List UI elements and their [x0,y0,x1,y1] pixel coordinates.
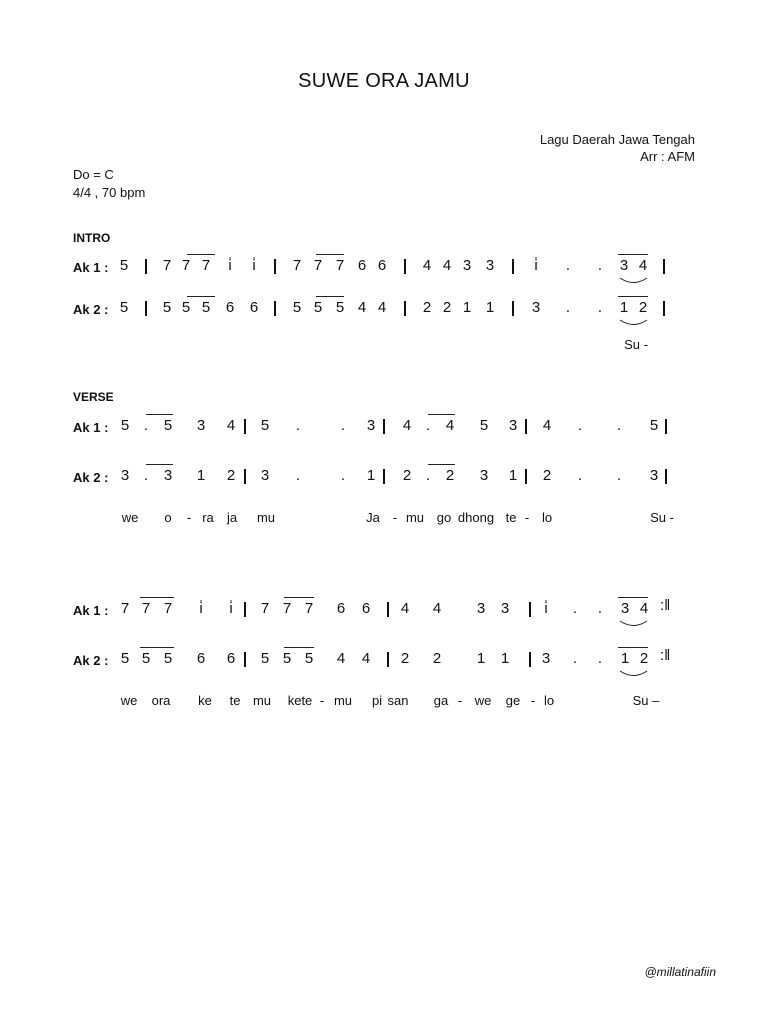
lyric-syllable: te [229,693,241,708]
lyric-syllable: ja [226,510,238,525]
section-intro: INTRO [73,231,111,245]
beam-line [316,254,344,255]
barline [387,602,389,617]
barline [404,259,406,274]
part-label: Ak 2 : [73,653,109,668]
barline [244,652,246,667]
note: . [295,467,301,484]
note: 1 [620,650,630,667]
repeat-sign: :‖ [660,597,671,614]
arranger: Arr : AFM [640,149,695,164]
lyric-syllable: we [474,693,492,708]
barline [665,419,667,434]
barline [244,602,246,617]
barline [525,419,527,434]
lyric-syllable: kete [287,693,313,708]
note: 5 [292,299,302,316]
note: 3 [620,600,630,617]
note: . [572,600,578,617]
note: 1 [485,299,495,316]
lyric-syllable: - [186,510,192,525]
note: . [597,650,603,667]
note: 5 [141,650,151,667]
note: 4 [377,299,387,316]
beam-line [284,597,314,598]
beam-line [618,254,648,255]
note: . [572,650,578,667]
lyric-syllable: - [524,510,530,525]
note: 2 [445,467,455,484]
barline [663,259,665,274]
lyric-syllable: ga [433,693,449,708]
barline [145,301,147,316]
note: 3 [649,467,659,484]
lyric-syllable: - [530,693,536,708]
meter-tempo: 4/4 , 70 bpm [73,185,146,200]
note: 1 [619,299,629,316]
note: 3 [366,417,376,434]
note: i̇ [229,600,233,617]
note: 4 [639,600,649,617]
beam-line [618,647,648,648]
note: 2 [639,650,649,667]
note: 2 [542,467,552,484]
note: 5 [335,299,345,316]
lyric-syllable: dhong [457,510,495,525]
note: 3 [163,467,173,484]
note: i̇ [199,600,203,617]
lyric-syllable: mu [256,510,276,525]
beam-line [428,464,455,465]
note: 5 [201,299,211,316]
note: 7 [282,600,292,617]
note: 4 [422,257,432,274]
note: 2 [402,467,412,484]
part-label: Ak 2 : [73,302,109,317]
note: . [425,467,431,484]
barline [244,469,246,484]
note: 5 [181,299,191,316]
note: 5 [119,299,129,316]
lyric-syllable: lo [543,693,555,708]
note: i̇ [534,257,538,274]
note: 5 [313,299,323,316]
slur-mark [619,319,648,329]
note: 5 [260,417,270,434]
lyric-syllable: ke [198,693,212,708]
note: 4 [442,257,452,274]
note: . [616,467,622,484]
slur-mark [619,277,648,287]
note: 7 [292,257,302,274]
slur-mark [619,670,648,680]
note: . [616,417,622,434]
lyric-syllable: - [392,510,398,525]
lyric-syllable: go [436,510,452,525]
note: 6 [377,257,387,274]
note: 5 [120,417,130,434]
barline [404,301,406,316]
note: 1 [366,467,376,484]
lyric-syllable: mu [405,510,425,525]
note: 3 [531,299,541,316]
barline [383,419,385,434]
note: 4 [638,257,648,274]
note: 7 [120,600,130,617]
note: . [425,417,431,434]
barline [145,259,147,274]
note: . [565,257,571,274]
barline [387,652,389,667]
note: 6 [361,600,371,617]
note: 5 [163,650,173,667]
note: 6 [196,650,206,667]
note: 7 [201,257,211,274]
beam-line [187,254,215,255]
song-title: SUWE ORA JAMU [298,70,470,92]
lyric-syllable: - [457,693,463,708]
note: 1 [500,650,510,667]
part-label: Ak 2 : [73,470,109,485]
barline [525,469,527,484]
lyric-syllable: ora [151,693,171,708]
note: i̇ [228,257,232,274]
note: 6 [226,650,236,667]
lyric-syllable: Ja [366,510,380,525]
note: 3 [462,257,472,274]
part-label: Ak 1 : [73,420,109,435]
note: 4 [400,600,410,617]
note: . [597,299,603,316]
note: 2 [422,299,432,316]
note: 2 [432,650,442,667]
beam-line [618,296,648,297]
note: 3 [196,417,206,434]
note: 5 [282,650,292,667]
beam-line [316,296,344,297]
lyric-syllable: Su - [624,337,648,352]
lyric-syllable: we [120,693,138,708]
note: 4 [445,417,455,434]
note: 4 [357,299,367,316]
lyric-syllable: o [164,510,172,525]
note: 5 [162,299,172,316]
note: . [597,257,603,274]
lyric-syllable: te [505,510,517,525]
note: 3 [260,467,270,484]
note: 7 [313,257,323,274]
note: 1 [462,299,472,316]
note: 7 [260,600,270,617]
note: 7 [181,257,191,274]
beam-line [428,414,455,415]
note: . [597,600,603,617]
barline [244,419,246,434]
note: 4 [432,600,442,617]
barline [512,259,514,274]
lyric-syllable: mu [333,693,353,708]
note: 2 [400,650,410,667]
note: 5 [479,417,489,434]
note: 3 [500,600,510,617]
note: 6 [336,600,346,617]
lyric-syllable: san [387,693,409,708]
note: 7 [304,600,314,617]
note: 1 [508,467,518,484]
note: 3 [120,467,130,484]
beam-line [284,647,314,648]
credit-handle: @millatinafiin [644,965,716,979]
barline [512,301,514,316]
key-signature: Do = C [73,167,114,182]
note: 3 [541,650,551,667]
beam-line [187,296,215,297]
note: 3 [619,257,629,274]
song-origin: Lagu Daerah Jawa Tengah [539,132,695,147]
lyric-syllable: lo [541,510,553,525]
note: 3 [485,257,495,274]
beam-line [146,414,173,415]
note: . [565,299,571,316]
note: . [577,467,583,484]
lyric-syllable: mu [252,693,272,708]
note: i̇ [252,257,256,274]
barline [665,469,667,484]
note: . [143,417,149,434]
note: 5 [119,257,129,274]
repeat-sign: :‖ [660,647,671,664]
note: i̇ [544,600,548,617]
note: 5 [304,650,314,667]
note: 4 [542,417,552,434]
lyric-syllable: ra [202,510,214,525]
note: 5 [649,417,659,434]
note: . [340,467,346,484]
note: 2 [226,467,236,484]
barline [274,301,276,316]
lyric-syllable: pi [371,693,383,708]
note: 7 [162,257,172,274]
beam-line [146,464,173,465]
note: 6 [249,299,259,316]
section-verse: VERSE [73,390,114,404]
note: 6 [225,299,235,316]
note: 6 [357,257,367,274]
barline [529,602,531,617]
note: 4 [226,417,236,434]
beam-line [618,597,648,598]
lyric-syllable: - [319,693,325,708]
note: . [295,417,301,434]
note: . [340,417,346,434]
note: 7 [141,600,151,617]
lyric-syllable: ge [505,693,521,708]
note: 1 [196,467,206,484]
slur-mark [619,620,648,630]
beam-line [140,647,174,648]
note: 3 [508,417,518,434]
note: 5 [120,650,130,667]
part-label: Ak 1 : [73,603,109,618]
note: 3 [479,467,489,484]
beam-line [140,597,174,598]
note: 2 [638,299,648,316]
note: 7 [163,600,173,617]
note: 2 [442,299,452,316]
note: 3 [476,600,486,617]
note: 4 [336,650,346,667]
note: . [143,467,149,484]
note: 5 [163,417,173,434]
lyric-syllable: Su - [650,510,674,525]
note: 7 [335,257,345,274]
barline [529,652,531,667]
part-label: Ak 1 : [73,260,109,275]
lyric-syllable: we [121,510,139,525]
note: 4 [361,650,371,667]
barline [274,259,276,274]
barline [383,469,385,484]
lyric-syllable: Su – [632,693,660,708]
note: 4 [402,417,412,434]
note: 1 [476,650,486,667]
note: 5 [260,650,270,667]
note: . [577,417,583,434]
barline [663,301,665,316]
